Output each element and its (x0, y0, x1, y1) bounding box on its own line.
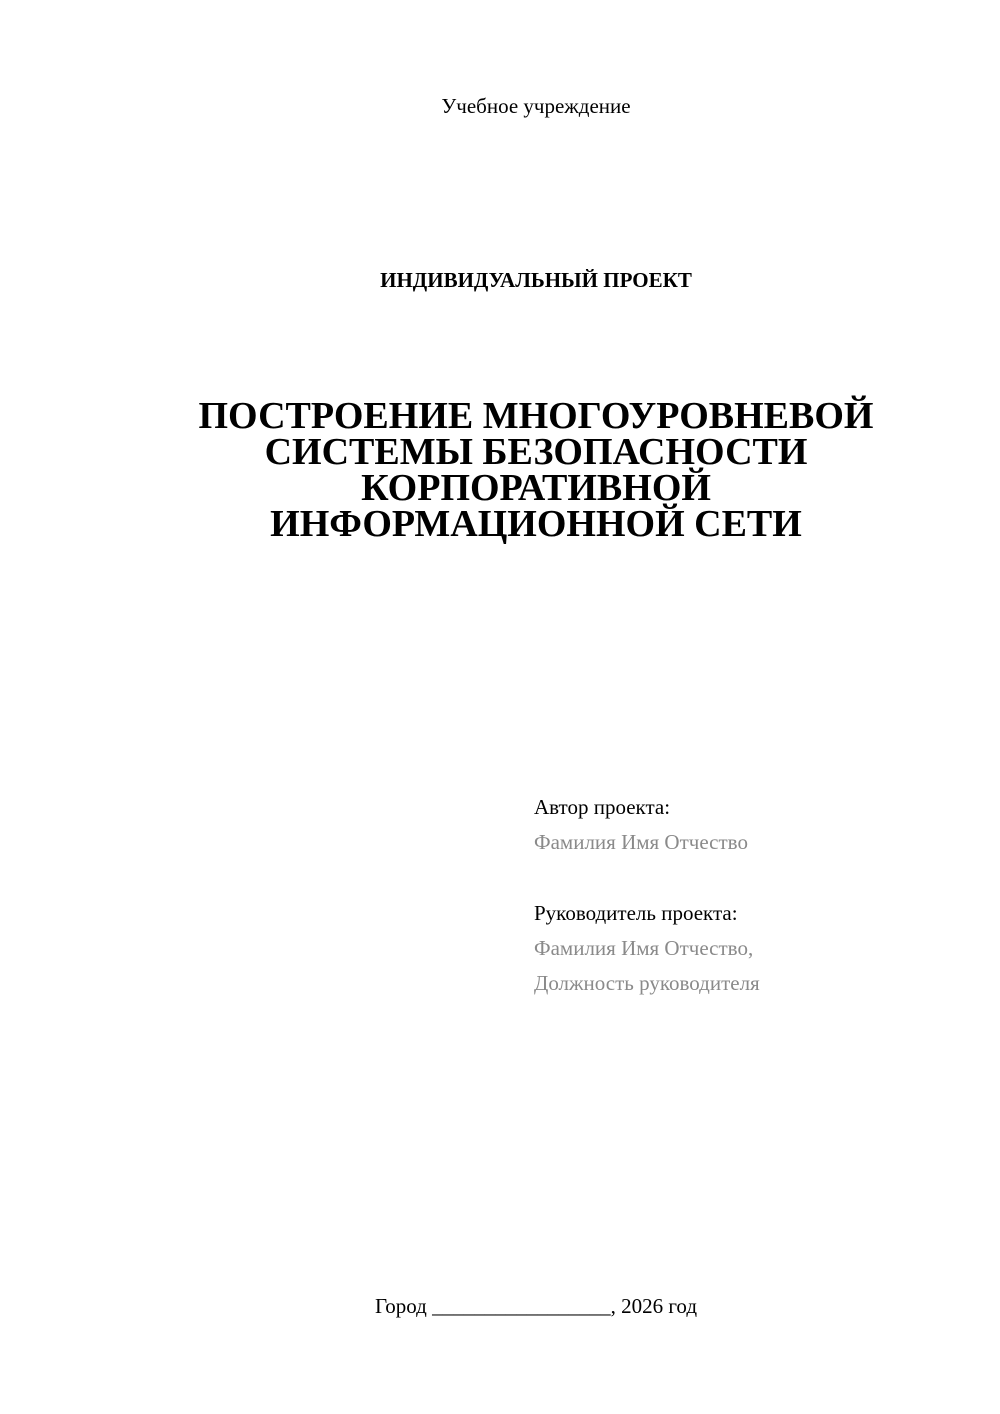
supervisor-label: Руководитель проекта: (534, 901, 738, 925)
author-label: Автор проекта: (534, 795, 671, 819)
institution-name: Учебное учреждение (441, 94, 631, 118)
supervisor-name: Фамилия Имя Отчество, (534, 936, 754, 960)
project-title-line: ПОСТРОЕНИЕ МНОГОУРОВНЕВОЙ (198, 395, 874, 437)
author-name: Фамилия Имя Отчество (534, 830, 748, 854)
project-title-line: СИСТЕМЫ БЕЗОПАСНОСТИ (264, 431, 808, 473)
project-title (0, 395, 1000, 545)
credits-spacer (534, 860, 760, 896)
project-credits (534, 790, 760, 1001)
document-type: ИНДИВИДУАЛЬНЫЙ ПРОЕКТ (380, 268, 692, 292)
project-title-line: ИНФОРМАЦИОННОЙ СЕТИ (270, 503, 802, 545)
supervisor-position: Должность руководителя (534, 971, 760, 995)
city-year-line: Город _________________, 2026 год (374, 1294, 698, 1318)
project-title-line: КОРПОРАТИВНОЙ (361, 467, 711, 509)
